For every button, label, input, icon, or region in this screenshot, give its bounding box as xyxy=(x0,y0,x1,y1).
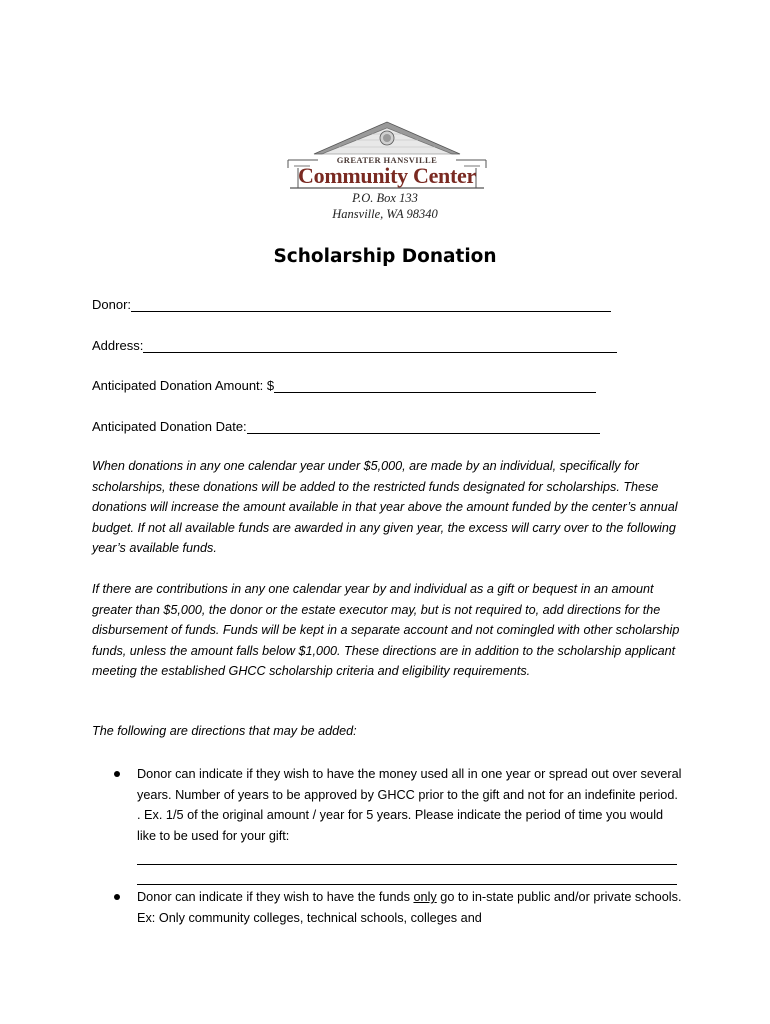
address-field[interactable] xyxy=(92,335,617,355)
donation-amount-field[interactable] xyxy=(92,375,596,395)
gift-period-blank-line-2[interactable] xyxy=(137,884,677,885)
bullet-dot-icon xyxy=(114,894,120,900)
gift-period-blank-line-1[interactable] xyxy=(137,864,677,865)
donor-field[interactable] xyxy=(92,294,611,314)
donor-label: Donor: xyxy=(92,297,132,312)
community-center-logo xyxy=(284,118,490,192)
bullet-text-before: Donor can indicate if they wish to have the funds xyxy=(137,890,414,904)
address-blank-line[interactable] xyxy=(143,338,617,353)
donation-date-label: Anticipated Donation Date: xyxy=(92,419,247,434)
address-po-box: P.O. Box 133 xyxy=(352,191,418,205)
donation-date-blank-line[interactable] xyxy=(247,419,600,434)
logo-org-line1: GREATER HANSVILLE xyxy=(336,155,438,165)
bullet-text-schools xyxy=(137,887,682,928)
logo-org-line2: Community Center xyxy=(298,163,476,188)
paragraph-over-5000: If there are contributions in any one calendar year by and individual as a gift or bequest in an amount greater than $5,000, the donor or the estate executor may, but is not required to, add directions for the disbursement of funds. Funds will be kept in a separate account and not comingled with other scholarship funds, unless the amount falls below $1,000. These directions are in addition to the scholarship applicant meeting the established GHCC scholarship criteria and eligibility requirements. xyxy=(92,582,680,678)
donation-date-field[interactable] xyxy=(92,416,600,436)
bullet-text-period: Donor can indicate if they wish to have the money used all in one year or spread out over several years. Number of years to be approved by GHCC prior to the gift and not for an indefinite period. . Ex. 1/5 of the original amount / year for 5 years. Please indicate the period of time you would like to be used for your gift: xyxy=(137,767,682,843)
address-label: Address: xyxy=(92,338,144,353)
donation-amount-label: Anticipated Donation Amount: $ xyxy=(92,378,275,393)
donation-amount-blank-line[interactable] xyxy=(274,378,596,393)
paragraph-under-5000: When donations in any one calendar year under $5,000, are made by an individual, specifically for scholarships, these donations will be added to the restricted funds designated for scholarships. These donations will increase the amount available in that year above the amount funded by the center’s annual budget. If not all available funds are awarded in any given year, the excess will carry over to the following year’s available funds. xyxy=(92,459,678,555)
bullet-text-after: go to in-state public and/or private schools. Ex: Only community colleges, technical schools, colleges and xyxy=(137,890,682,925)
address-city: Hansville, WA 98340 xyxy=(332,207,438,221)
donor-blank-line[interactable] xyxy=(131,297,611,312)
bullet-text-underlined: only xyxy=(413,890,437,904)
bullet-dot-icon xyxy=(114,771,120,777)
paragraph-directions-intro: The following are directions that may be added: xyxy=(92,724,357,738)
page-title: Scholarship Donation xyxy=(273,246,497,267)
